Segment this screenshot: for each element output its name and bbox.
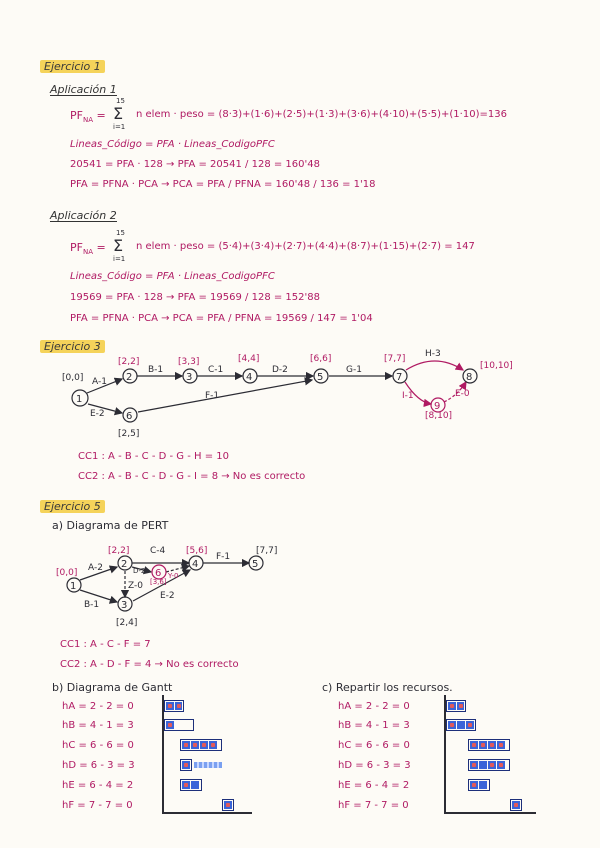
edge-label-h: H-3	[425, 349, 441, 359]
edge-label-c: C-1	[208, 365, 224, 375]
edge5-label-y: Y-0	[168, 572, 179, 580]
sum-symbol: Σ	[113, 104, 124, 123]
edge5-label-z: Z-0	[128, 581, 143, 591]
edge-label-e0: E-0	[455, 389, 470, 399]
gantt-c-row-a: hA = 2 - 2 = 0	[338, 701, 410, 712]
gantt-c-row-e: hE = 6 - 4 = 2	[338, 780, 410, 791]
app1-line3: 20541 = PFA · 128 → PFA = 20541 / 128 = 160'48	[70, 159, 320, 170]
gantt-b-bar-e	[180, 779, 202, 791]
time-node-1: [0,0]	[62, 373, 84, 383]
ejercicio-3-title: Ejercicio 3	[40, 340, 105, 353]
node5-2-label: 2	[121, 559, 128, 570]
edge-label-f: F-1	[205, 391, 220, 401]
gantt-b-row-b: hB = 4 - 1 = 3	[62, 720, 134, 731]
node5-6-label: 6	[155, 568, 162, 579]
gantt-subtitle: b) Diagrama de Gantt	[52, 681, 173, 694]
gantt-c-bar-d	[468, 759, 510, 771]
app2-line3: 19569 = PFA · 128 → PFA = 19569 / 128 = 152'88	[70, 292, 320, 303]
edge5-label-e: E-2	[160, 591, 175, 601]
time5-node-2: [2,2]	[108, 546, 130, 556]
gantt-b-axis-x	[162, 812, 252, 814]
node-3-label: 3	[186, 372, 193, 383]
node-2-label: 2	[126, 372, 133, 383]
gantt-b-row-e: hE = 6 - 4 = 2	[62, 780, 134, 791]
edge-label-b: B-1	[148, 365, 164, 375]
node5-3-label: 3	[121, 600, 128, 611]
time5-node-5: [7,7]	[256, 546, 278, 556]
gantt-c-row-f: hF = 7 - 7 = 0	[338, 800, 409, 811]
edge-label-a: A-1	[92, 377, 107, 387]
ej3-cc1: CC1 : A - B - C - D - G - H = 10	[78, 451, 229, 462]
node5-5-label: 5	[252, 559, 259, 570]
time5-node-4: [5,6]	[186, 546, 208, 556]
edge5-label-c: C-4	[150, 546, 166, 556]
node-5-label: 5	[317, 372, 324, 383]
edge-label-e: E-2	[90, 409, 105, 419]
ej5-cc1: CC1 : A - C - F = 7	[60, 639, 151, 650]
ej3-cc2: CC2 : A - B - C - D - G - I = 8 → No es correcto	[78, 471, 306, 482]
time-node-3: [3,3]	[178, 357, 200, 367]
ejercicio-1-title: Ejercicio 1	[40, 60, 105, 73]
node-9-label: 9	[434, 401, 441, 412]
app1-line2: Lineas_Código = PFA · Lineas_CodigoPFC	[70, 139, 275, 150]
app2-line4: PFA = PFNA · PCA → PCA = PFA / PFNA = 19569 / 147 = 1'04	[70, 313, 373, 324]
gantt-c-row-b: hB = 4 - 1 = 3	[338, 720, 410, 731]
gantt-b-axis-y	[162, 695, 164, 813]
edge5-label-f: F-1	[216, 552, 231, 562]
gantt-c-bar-f	[510, 799, 522, 811]
gantt-c-bar-e	[468, 779, 490, 791]
time-node-2: [2,2]	[118, 357, 140, 367]
time-node-7: [7,7]	[384, 354, 406, 364]
node-7-label: 7	[396, 372, 403, 383]
edge-label-g: G-1	[346, 365, 362, 375]
gantt-b-bar-f	[222, 799, 234, 811]
edge-label-d: D-2	[272, 365, 288, 375]
gantt-c-row-c: hC = 6 - 6 = 0	[338, 740, 410, 751]
time-node-4: [4,4]	[238, 354, 260, 364]
gantt-c-bar-c	[468, 739, 510, 751]
edge5-label-d: D-2	[133, 567, 146, 575]
node-4-label: 4	[246, 372, 253, 383]
gantt-b-bar-b	[164, 719, 194, 731]
time-node-5: [6,6]	[310, 354, 332, 364]
edge5-label-b: B-1	[84, 600, 100, 610]
gantt-c-axis-x	[444, 812, 536, 814]
app1-sum-top: 15	[116, 97, 125, 105]
gantt-b-bar-c	[180, 739, 222, 751]
gantt-b-slack-d	[194, 762, 222, 768]
time-node-9: [8,10]	[425, 411, 453, 421]
app1-pfna-lhs: $PF_{NA}$ =	[70, 109, 106, 125]
time5-node-3: [2,4]	[116, 618, 138, 628]
node-6-label: 6	[126, 411, 133, 422]
resources-subtitle: c) Repartir los recursos.	[322, 681, 453, 694]
gantt-c-axis-y	[444, 695, 446, 813]
gantt-b-row-d: hD = 6 - 3 = 3	[62, 760, 135, 771]
time-node-6: [2,5]	[118, 429, 140, 439]
gantt-c-row-d: hD = 6 - 3 = 3	[338, 760, 411, 771]
edge5-label-a: A-2	[88, 563, 103, 573]
time-node-8: [10,10]	[480, 361, 513, 371]
edge-label-i: I-1	[402, 391, 414, 401]
app2-line2: Lineas_Código = PFA · Lineas_CodigoPFC	[70, 271, 275, 282]
node-1-label: 1	[76, 394, 83, 405]
app1-sum-bot: i=1	[113, 123, 126, 131]
gantt-c-bar-a	[446, 700, 466, 712]
app2-sum-bot: i=1	[113, 255, 126, 263]
node5-1-label: 1	[70, 581, 77, 592]
gantt-b-row-f: hF = 7 - 7 = 0	[62, 800, 133, 811]
node5-4-label: 4	[192, 559, 199, 570]
gantt-b-bar-d	[180, 759, 192, 771]
aplicacion-1-title: Aplicación 1	[50, 83, 117, 96]
node-8-label: 8	[466, 372, 473, 383]
pert-subtitle: a) Diagrama de PERT	[52, 519, 169, 532]
ejercicio-5-title: Ejercicio 5	[40, 500, 105, 513]
app1-line4: PFA = PFNA · PCA → PCA = PFA / PFNA = 160'48 / 136 = 1'18	[70, 179, 376, 190]
gantt-c-bar-b	[446, 719, 476, 731]
aplicacion-2-title: Aplicación 2	[50, 209, 117, 222]
time5-node-6: [3,6]	[150, 578, 167, 586]
ej5-cc2: CC2 : A - D - F = 4 → No es correcto	[60, 659, 239, 670]
app2-sum-top: 15	[116, 229, 125, 237]
app1-pfna-rhs: n elem · peso = (8·3)+(1·6)+(2·5)+(1·3)+(3·6)+(4·10)+(5·5)+(1·10)=136	[136, 109, 507, 120]
gantt-b-bar-a	[164, 700, 184, 712]
app2-pfna-rhs: n elem · peso = (5·4)+(3·4)+(2·7)+(4·4)+(8·7)+(1·15)+(2·7) = 147	[136, 241, 475, 252]
sum-symbol-2: Σ	[113, 236, 124, 255]
gantt-b-row-c: hC = 6 - 6 = 0	[62, 740, 134, 751]
app2-pfna-lhs: $PF_{NA}$ =	[70, 241, 106, 257]
gantt-b-row-a: hA = 2 - 2 = 0	[62, 701, 134, 712]
time5-node-1: [0,0]	[56, 568, 78, 578]
